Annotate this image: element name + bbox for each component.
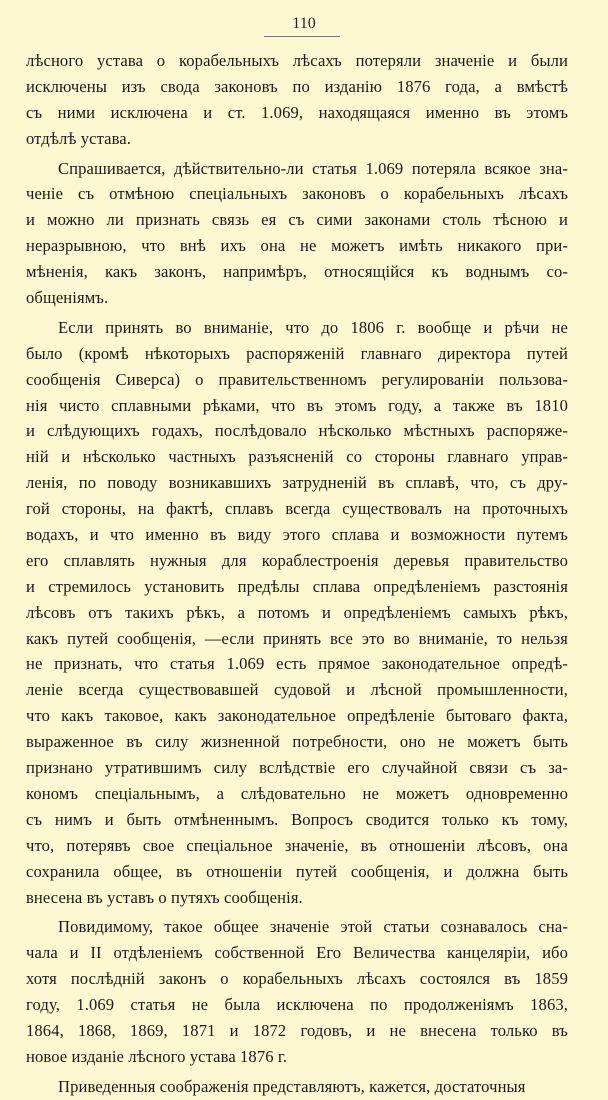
text-line: признано утратившимъ силу вслѣдствіе его случайной связи съ за- [26,758,568,778]
text-line: кономъ спеціальнымъ, а слѣдовательно не можетъ одновременно [26,783,568,803]
text-line: исключены изъ свода законовъ по изданію 1876 года, а вмѣстѣ [26,76,568,96]
text-line: леніе всегда существовавшей судовой и лѣсной промышленности, [26,680,568,700]
text-line: мѣненія, какъ законъ, напримѣръ, относящійся къ воднымъ со- [26,262,568,282]
paragraph [26,1074,568,1100]
text-line: что, потерявъ свое спеціальное значеніе, въ отношеніи лѣсовъ, она [26,835,568,855]
text-line: какъ путей сообщенія, —если принять все это во вниманіе, то нельзя [26,628,568,648]
text-line: съ нимъ и быть отмѣненнымъ. Вопросъ сводится только къ тому, [26,809,568,829]
text-line: сохранила общее, въ отношеніи путей сообщенія, и должна быть [26,861,568,881]
text-line: ченіе съ отмѣною спеціальныхъ законовъ о корабельныхъ лѣсахъ [26,184,568,204]
paragraph [26,156,568,311]
paragraph [26,48,568,152]
text-line: и стремилось установить предѣлы сплава опредѣленіемъ разстоянія [26,576,568,596]
page-body [26,48,568,1100]
text-line: нія чисто сплавными рѣками, что въ этомъ году, а также въ 1810 [26,395,568,415]
text-line: гой стороны, на фактѣ, сплавъ всегда существовалъ на проточныхъ [26,499,568,519]
text-line: чала и II отдѣленіемъ собственной Его Величества канцеляріи, ибо [26,943,568,963]
text-line: лѣсовъ отъ такихъ рѣкъ, а потомъ и опредѣленіемъ самыхъ рѣкъ, [26,602,568,622]
text-line: и можно ли признать связь ея съ сими законами столь тѣсною и [26,210,568,230]
text-line: 1864, 1868, 1869, 1871 и 1872 годовъ, и не внесена только въ [26,1020,568,1040]
text-line: Приведенныя соображенія представляютъ, кажется, достаточныя [58,1076,526,1096]
text-line: выраженное въ силу жизненной потребности, оно не можетъ быть [26,732,568,752]
text-line: Если принять во вниманіе, что до 1806 г. вообще и рѣчи не [58,317,568,337]
text-line: неразрывною, что внѣ ихъ она не можетъ имѣть никакого при- [26,236,568,256]
paragraph [26,315,568,910]
text-line: хотя послѣдній законъ о корабельныхъ лѣсахъ состоялся въ 1859 [26,969,568,989]
text-line: отдѣлѣ устава. [26,128,132,148]
text-line: было (кромѣ нѣкоторыхъ распоряженій главнаго директора путей [26,343,568,363]
text-line: Спрашивается, дѣйствительно-ли статья 1.069 потеряла всякое зна- [58,158,568,178]
text-line: году, 1.069 статья не была исключена по продолженіямъ 1863, [26,995,568,1015]
text-line: не признать, что статья 1.069 есть прямое законодательное опредѣ- [26,654,568,674]
text-line: водахъ, и что именно въ виду этого сплава и возможности путемъ [26,525,568,545]
text-line: внесена въ уставъ о путяхъ сообщенія. [26,887,303,907]
text-line: что какъ таковое, какъ законодательное опредѣленіе бытоваго факта, [26,706,568,726]
text-line: ленія, по поводу возникавшихъ затрудненій въ сплавѣ, что, съ дру- [26,473,568,493]
text-line: новое изданіе лѣсного устава 1876 г. [26,1046,288,1066]
text-line: ній и нѣсколько частныхъ разъясненій со стороны главнаго управ- [26,447,568,467]
text-line: лѣсного устава о корабельныхъ лѣсахъ потеряли значеніе и были [26,51,568,70]
text-line: общеніямъ. [26,288,109,308]
text-line: Повидимому, такое общее значеніе этой статьи сознавалось сна- [58,917,568,937]
text-line: сообщенія Сиверса) о правительственномъ регулированіи пользова- [26,369,568,389]
page-number-rule [264,36,340,37]
text-line: и слѣдующихъ годахъ, послѣдовало нѣсколько мѣстныхъ распоряже- [26,421,568,441]
page-number: 110 [292,15,316,32]
text-line: его сплавлять нужныя для кораблестроенія деревья правительство [26,550,568,570]
paragraph [26,914,568,1069]
text-line: съ ними исключена и ст. 1.069, находящаяся именно въ этомъ [26,102,568,122]
